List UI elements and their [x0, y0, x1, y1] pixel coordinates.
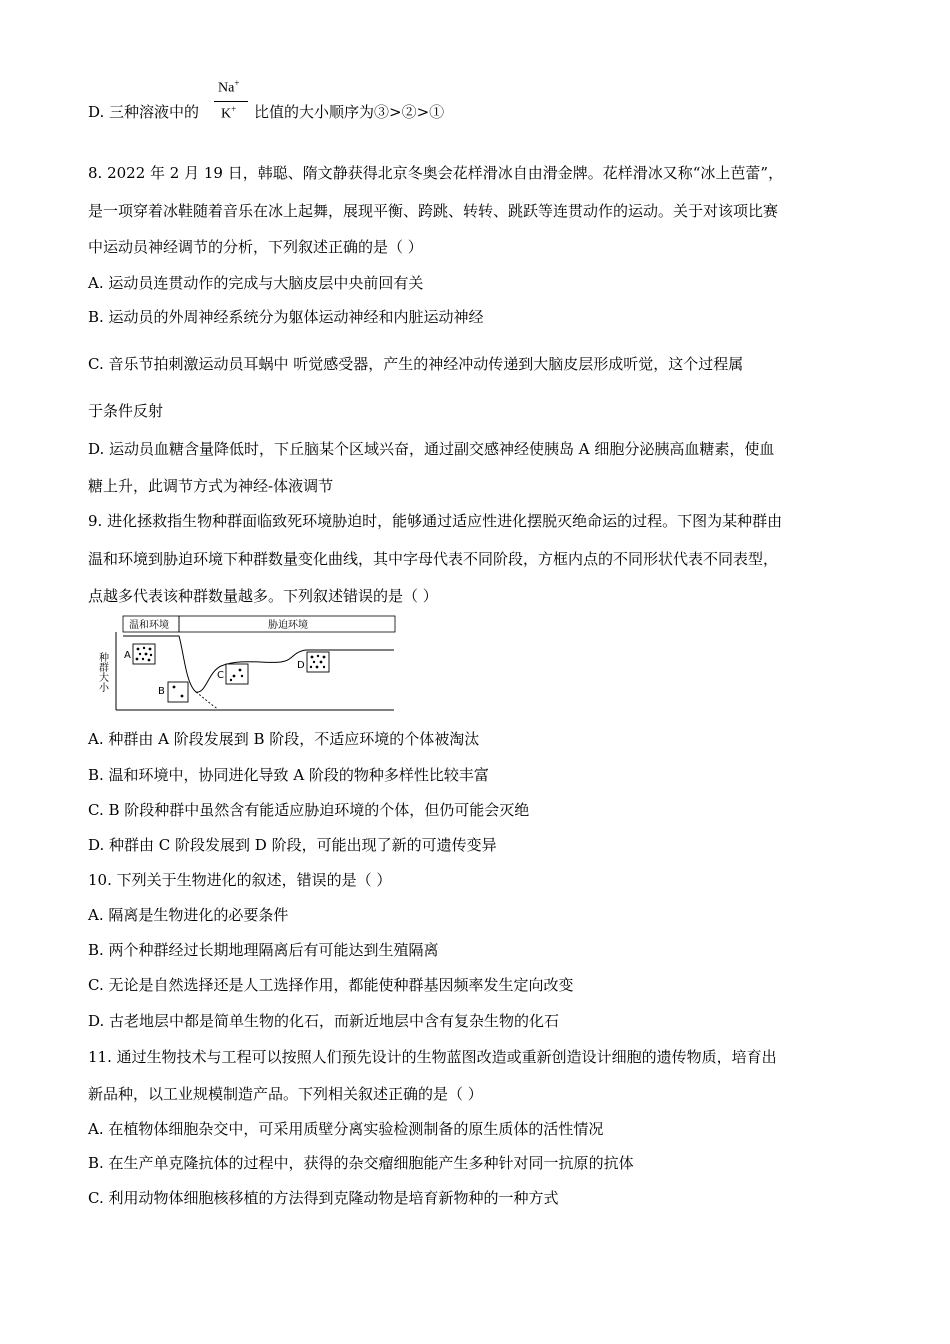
- stage-box-c: [226, 664, 248, 684]
- q10-option: A. 隔离是生物进化的必要条件: [88, 906, 289, 924]
- q11-stem-line: 11. 通过生物技术与工程可以按照人们预先设计的生物蓝图改造或重新创造设计细胞的遗传物质，培育出: [88, 1048, 777, 1066]
- extinction-dashed-curve: [196, 692, 218, 709]
- q8-option: A. 运动员连贯动作的完成与大脑皮层中央前回有关: [88, 274, 424, 292]
- fraction-bar: [214, 101, 248, 102]
- q8-option: 于条件反射: [88, 402, 164, 420]
- mild-env-label: 温和环境: [129, 620, 169, 631]
- stress-env-label: 胁迫环境: [268, 620, 308, 631]
- q8-stem-line: 8. 2022 年 2 月 19 日，韩聪、隋文静获得北京冬奥会花样滑冰自由滑金牌。花样滑冰又称“冰上芭蕾”，: [88, 164, 784, 182]
- q9-option: D. 种群由 C 阶段发展到 D 阶段，可能出现了新的可遗传变异: [88, 836, 497, 854]
- q8-option: D. 运动员血糖含量降低时，下丘脑某个区域兴奋，通过副交感神经使胰岛 A 细胞分泌胰高血糖素，使血: [88, 440, 775, 458]
- q11-stem-line: 新品种，以工业规模制造产品。下列相关叙述正确的是（ ）: [88, 1085, 483, 1103]
- fraction-denominator: K+: [221, 104, 237, 122]
- fraction-numerator: Na+: [218, 78, 240, 96]
- q7-option-d-suffix: 比值的大小顺序为③>②>①: [254, 103, 445, 121]
- q10-stem: 10. 下列关于生物进化的叙述，错误的是（ ）: [88, 871, 392, 889]
- stage-label-b: B: [158, 686, 165, 697]
- q10-option: C. 无论是自然选择还是人工选择作用，都能使种群基因频率发生定向改变: [88, 976, 574, 994]
- stage-label-a: A: [124, 650, 131, 661]
- y-axis-label: 种群大小: [96, 652, 108, 692]
- q7-option-d-prefix: D. 三种溶液中的: [88, 103, 200, 121]
- population-curve: [123, 636, 394, 692]
- q9-stem-line: 温和环境到胁迫环境下种群数量变化曲线，其中字母代表不同阶段，方框内点的不同形状代表不同表型，: [88, 550, 779, 568]
- q8-option: 糖上升，此调节方式为神经-体液调节: [88, 477, 334, 495]
- q9-stem-line: 点越多代表该种群数量越多。下列叙述错误的是（ ）: [88, 587, 438, 605]
- q9-option: B. 温和环境中，协同进化导致 A 阶段的物种多样性比较丰富: [88, 766, 489, 784]
- q8-option: C. 音乐节拍刺激运动员耳蜗中 听觉感受器，产生的神经冲动传递到大脑皮层形成听觉，这个过程属: [88, 355, 744, 373]
- q8-option: B. 运动员的外周神经系统分为躯体运动神经和内脏运动神经: [88, 308, 484, 326]
- q11-option: C. 利用动物体细胞核移植的方法得到克隆动物是培育新物种的一种方式: [88, 1189, 559, 1207]
- q10-option: D. 古老地层中都是简单生物的化石，而新近地层中含有复杂生物的化石: [88, 1012, 560, 1030]
- q8-stem-line: 是一项穿着冰鞋随着音乐在冰上起舞，展现平衡、跨跳、转转、跳跃等连贯动作的运动。关于对该项比赛: [88, 202, 779, 220]
- stage-label-d: D: [297, 660, 305, 671]
- stage-box-b: [168, 682, 188, 702]
- stage-label-c: C: [217, 670, 224, 681]
- q9-option: C. B 阶段种群中虽然含有能适应胁迫环境的个体，但仍可能会灭绝: [88, 801, 530, 819]
- q11-option: A. 在植物体细胞杂交中，可采用质壁分离实验检测制备的原生质体的活性情况: [88, 1120, 604, 1138]
- q7-option-d: [88, 102, 199, 122]
- q8-stem-line: 中运动员神经调节的分析，下列叙述正确的是（ ）: [88, 238, 423, 256]
- q9-option: A. 种群由 A 阶段发展到 B 阶段，不适应环境的个体被淘汰: [88, 730, 480, 748]
- q9-stem-line: 9. 进化拯救指生物种群面临致死环境胁迫时，能够通过适应性进化摆脱灭绝命运的过程。下图为某种群由: [88, 512, 783, 530]
- q11-option: B. 在生产单克隆抗体的过程中，获得的杂交瘤细胞能产生多种针对同一抗原的抗体: [88, 1154, 634, 1172]
- q10-option: B. 两个种群经过长期地理隔离后有可能达到生殖隔离: [88, 941, 439, 959]
- population-figure: [96, 614, 406, 714]
